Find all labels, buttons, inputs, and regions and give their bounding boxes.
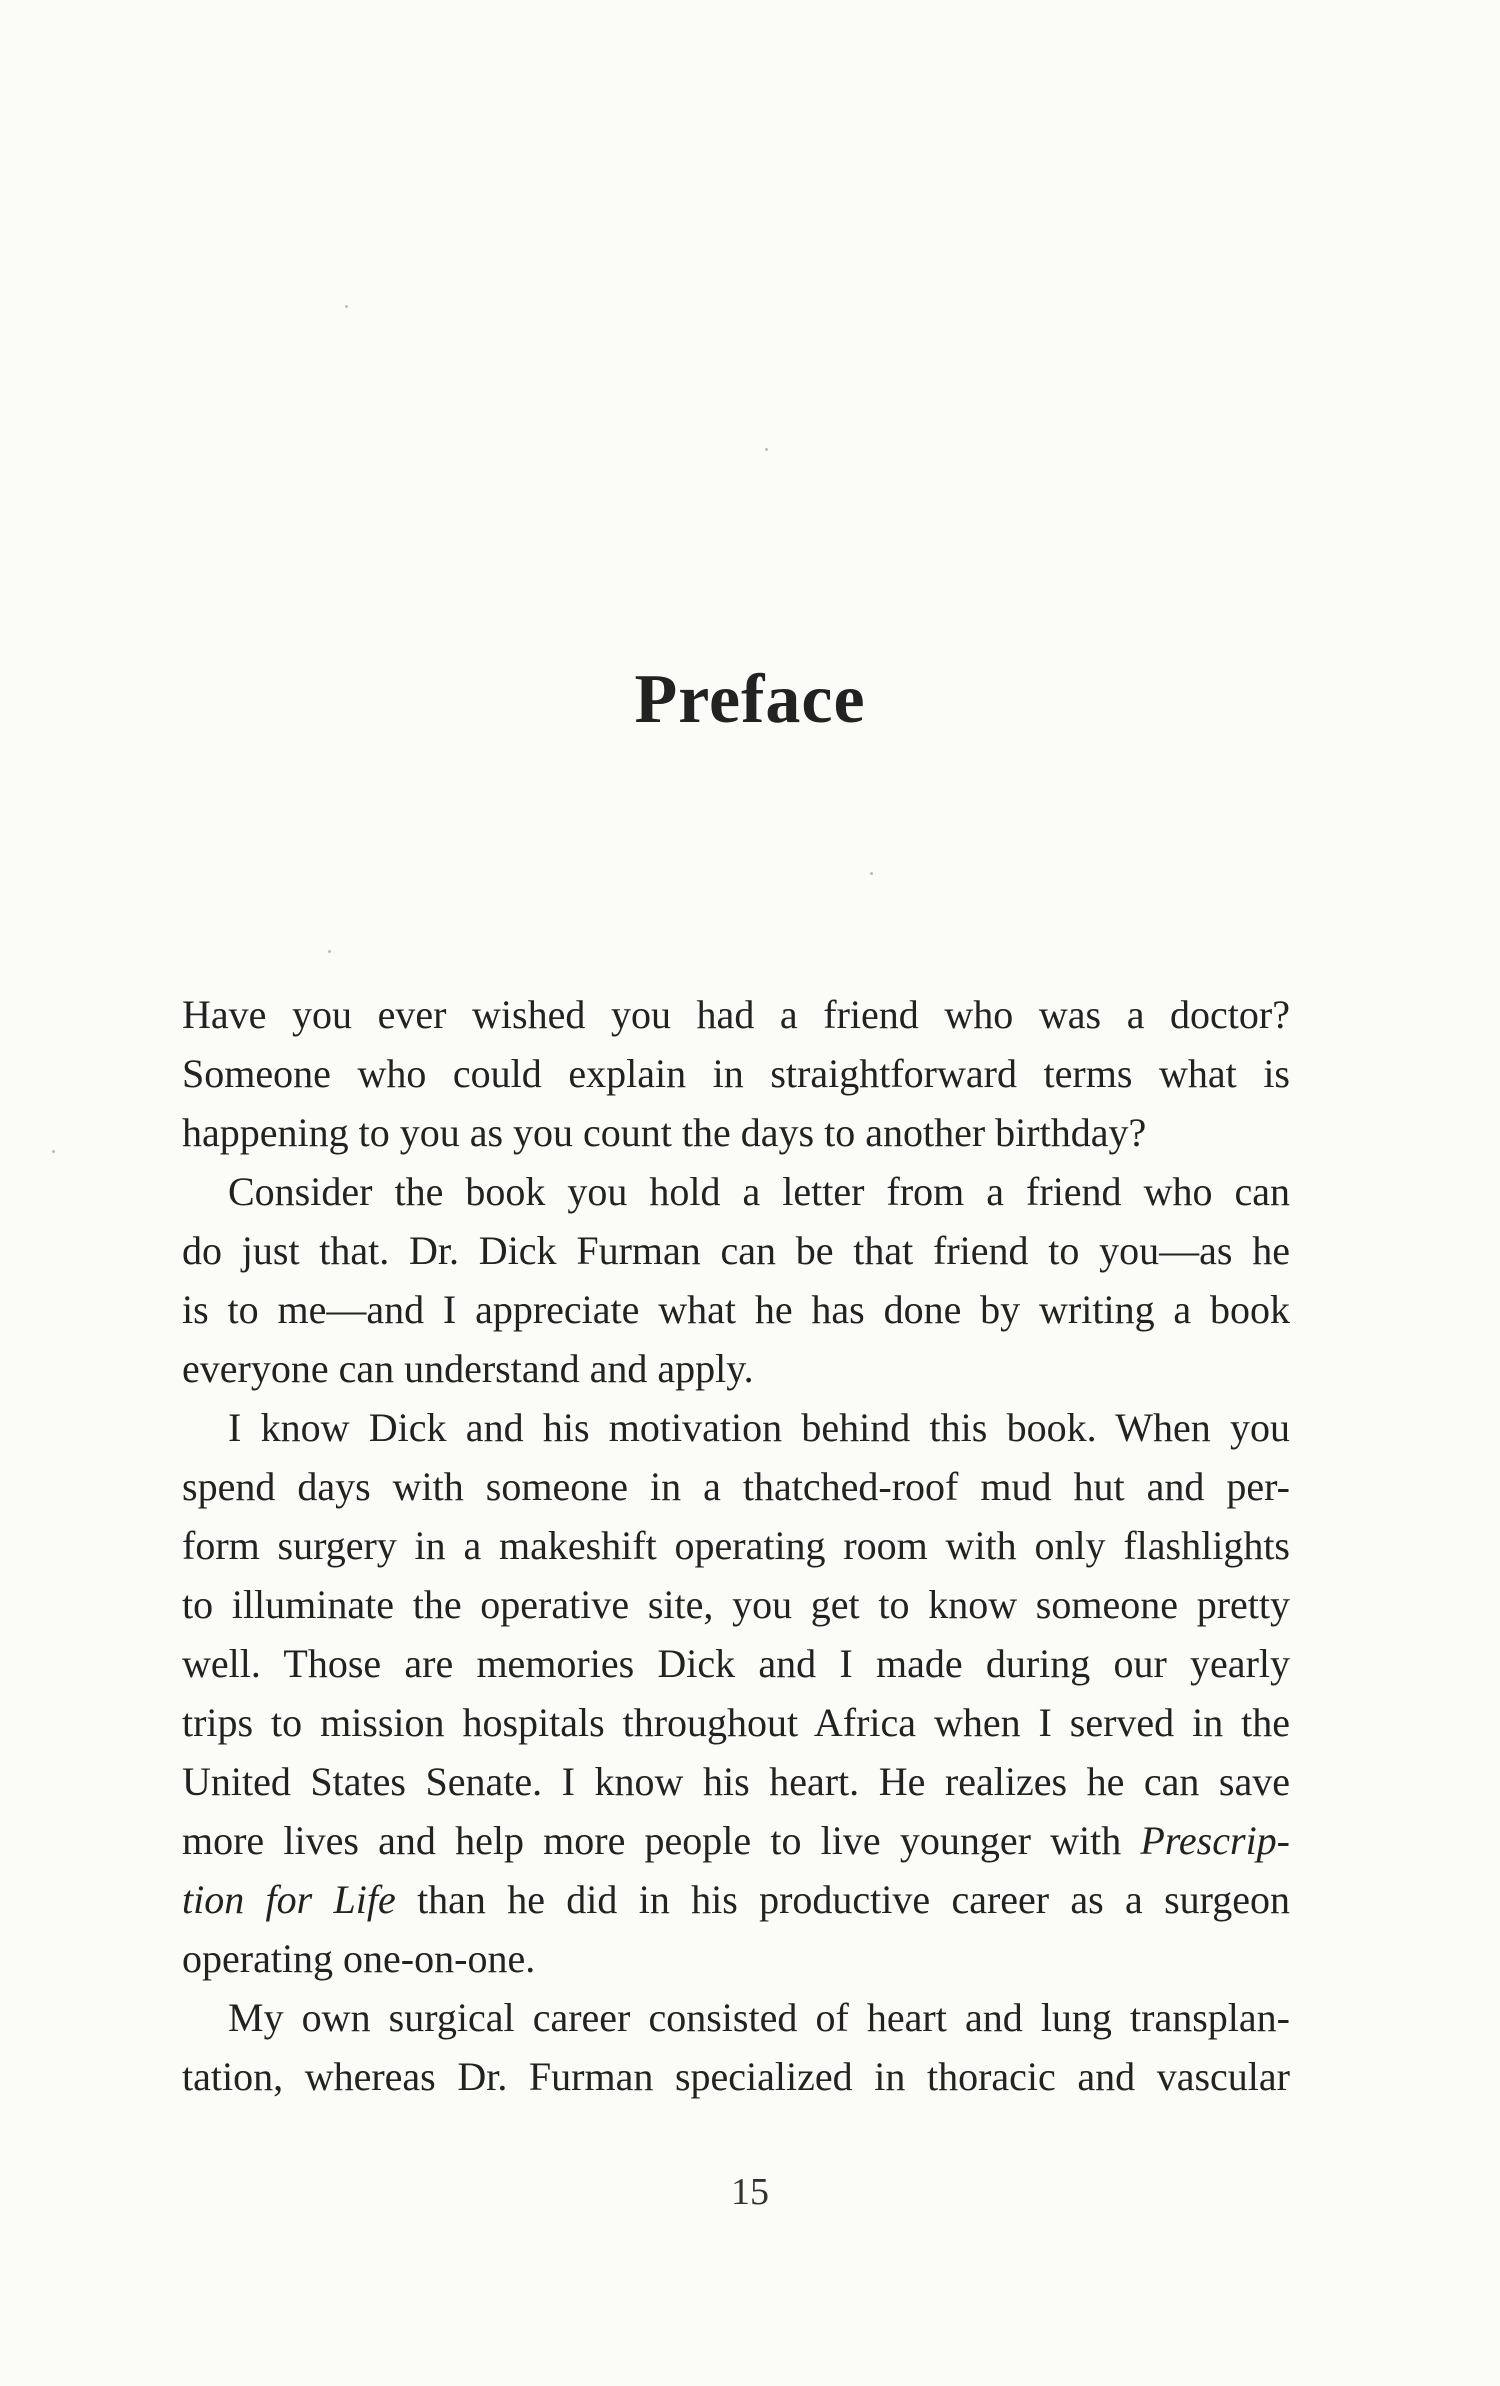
paragraph-4	[182, 1988, 1290, 2106]
text-line-with-italic	[182, 1811, 1290, 1870]
paper-speck	[870, 872, 873, 875]
text-segment: more lives and help more people to live younger with	[182, 1818, 1141, 1863]
text-line: is to me—and I appreciate what he has done by writing a book	[182, 1287, 1290, 1332]
text-line: Someone who could explain in straightforward terms what is	[182, 1051, 1290, 1096]
text-line: well. Those are memories Dick and I made during our yearly	[182, 1641, 1290, 1686]
page-number: 15	[731, 2171, 769, 2213]
paper-speck	[345, 305, 348, 308]
paper-speck	[328, 950, 331, 953]
text-line: I know Dick and his motivation behind this book. When you	[228, 1405, 1290, 1450]
paper-speck	[765, 448, 768, 451]
chapter-title: Preface	[634, 661, 866, 738]
text-line: do just that. Dr. Dick Furman can be that friend to you—as he	[182, 1228, 1290, 1273]
text-line: tation, whereas Dr. Furman specialized in thoracic and vascular	[182, 2054, 1290, 2099]
book-title-italic: tion for Life	[182, 1877, 396, 1922]
text-line-with-italic	[182, 1870, 1290, 1929]
text-line: everyone can understand and apply.	[182, 1346, 754, 1391]
text-line: happening to you as you count the days to another birthday?	[182, 1110, 1147, 1155]
text-line: United States Senate. I know his heart. He realizes he can save	[182, 1759, 1290, 1804]
text-line: Consider the book you hold a letter from a friend who can	[228, 1169, 1290, 1214]
text-line: to illuminate the operative site, you get to know someone pretty	[182, 1582, 1290, 1627]
text-line: My own surgical career consisted of heart and lung transplan-	[228, 1995, 1290, 2040]
text-line: form surgery in a makeshift operating room with only flashlights	[182, 1523, 1290, 1568]
paper-speck	[52, 1150, 55, 1153]
book-title-italic: Prescrip-	[1140, 1818, 1290, 1863]
paragraph-2	[182, 1162, 1290, 1398]
paragraph-3	[182, 1398, 1290, 1988]
text-line: Have you ever wished you had a friend who was a doctor?	[182, 992, 1290, 1037]
text-line: operating one-on-one.	[182, 1936, 536, 1981]
text-line: trips to mission hospitals throughout Africa when I served in the	[182, 1700, 1290, 1745]
body-text	[182, 985, 1290, 2106]
text-line: spend days with someone in a thatched-roof mud hut and per-	[182, 1464, 1290, 1509]
text-segment: than he did in his productive career as a surgeon	[417, 1877, 1291, 1922]
paragraph-1	[182, 985, 1290, 1162]
